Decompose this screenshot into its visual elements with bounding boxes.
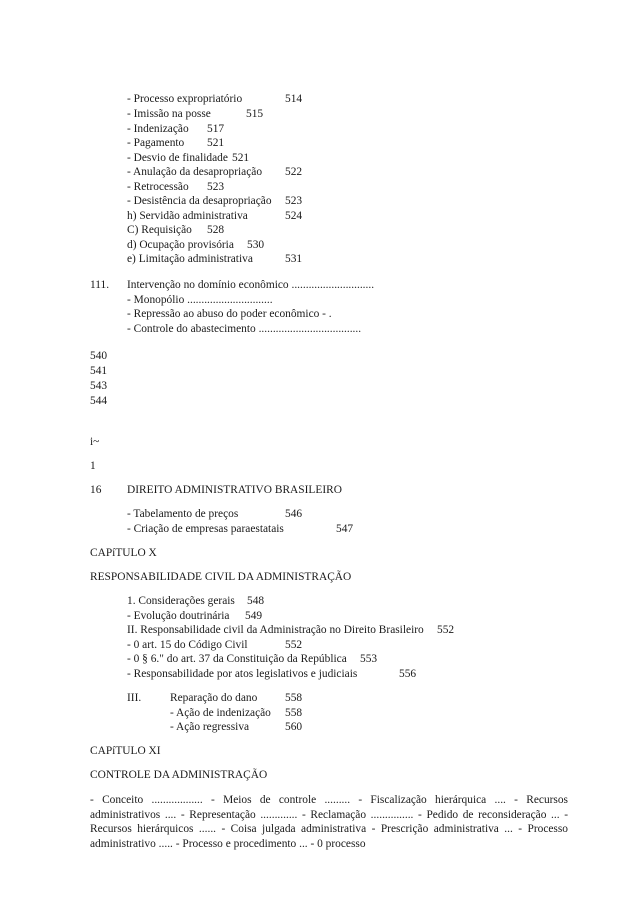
entry-page: 531 xyxy=(285,253,303,265)
page-number: 540 xyxy=(90,350,108,362)
entry-label: - Evolução doutrinária xyxy=(127,610,230,622)
stray-number: 1 xyxy=(90,460,96,472)
chapter-title: CONTROLE DA ADMINISTRAÇÃO xyxy=(90,769,268,781)
entry-label: - Tabelamento de preços xyxy=(127,508,239,520)
entry-page: 549 xyxy=(245,610,263,622)
entry-label: - Responsabilidade por atos legislativos e judiciais xyxy=(127,668,358,680)
entry-label: - Ação de indenização xyxy=(170,707,271,719)
chapter-label: CAPíTULO XI xyxy=(90,745,161,757)
entry-label: - Criação de empresas paraestatais xyxy=(127,523,284,535)
entry-page: 546 xyxy=(285,508,303,520)
entry-page: 560 xyxy=(285,721,303,733)
entry-label: - Processo expropriatório xyxy=(127,93,243,105)
chapter-label: CAPíTULO X xyxy=(90,547,157,559)
entry-page: 547 xyxy=(336,523,354,535)
section-number: 111. xyxy=(90,279,110,291)
subsection-number: III. xyxy=(127,692,142,704)
entry-page: 514 xyxy=(285,93,303,105)
entry-page: 528 xyxy=(207,224,225,236)
entry-page: 530 xyxy=(247,239,265,251)
entry-label: - 0 § 6." do art. 37 da Constituição da República xyxy=(127,653,347,665)
entry-page: 552 xyxy=(437,624,455,636)
entry-label: h) Servidão administrativa xyxy=(127,210,248,222)
section-item: - Controle do abastecimento .................................... xyxy=(127,323,362,335)
entry-page: 523 xyxy=(207,181,225,193)
page-number: 544 xyxy=(90,395,108,407)
entry-page: 558 xyxy=(285,692,303,704)
entry-label: C) Requisição xyxy=(127,224,192,236)
entry-page: 517 xyxy=(207,123,225,135)
section-item: - Monopólio .............................. xyxy=(127,294,273,306)
entry-page: 552 xyxy=(285,639,303,651)
entry-page: 522 xyxy=(285,166,303,178)
chapter-paragraph: - Conceito .................. - Meios de controle ......... - Fiscalização hierárquica .... - Recursos administrativos .... - Representação ............. - Reclamação ............... - Pedido de reconsideração ... - Recursos hierárquicos ...... - Coisa julgada administrativa - Prescrição administrativa ... - Processo administrativo ..... - Processo e procedimento ... - 0 processo xyxy=(90,794,568,850)
entry-label: - Anulação da desapropriação xyxy=(127,166,263,178)
entry-page: 524 xyxy=(285,210,303,222)
entry-page: 553 xyxy=(360,653,378,665)
entry-label: e) Limitação administrativa xyxy=(127,253,253,265)
entry-page: 523 xyxy=(285,195,303,207)
entry-label: - Imissão na posse xyxy=(127,108,211,120)
chapter-title: RESPONSABILIDADE CIVIL DA ADMINISTRAÇÃO xyxy=(90,571,352,583)
entry-label: d) Ocupação provisória xyxy=(127,239,234,251)
section-title: Intervenção no domínio econômico ............................. xyxy=(127,279,375,291)
page-number: 541 xyxy=(90,365,108,377)
entry-label: 1. Considerações gerais xyxy=(127,595,235,607)
entry-page: 556 xyxy=(399,668,417,680)
entry-label: Reparação do dano xyxy=(170,692,258,704)
entry-page: 521 xyxy=(232,152,250,164)
entry-label: II. Responsabilidade civil da Administração no Direito Brasileiro xyxy=(127,624,424,636)
entry-label: - Ação regressiva xyxy=(170,721,250,733)
entry-page: 521 xyxy=(207,137,225,149)
section-item: - Repressão ao abuso do poder econômico - . xyxy=(127,308,332,320)
header-page-number: 16 xyxy=(90,484,102,496)
entry-label: - Retrocessão xyxy=(127,181,189,193)
entry-label: - Desistência da desapropriação xyxy=(127,195,272,207)
entry-label: - Indenização xyxy=(127,123,189,135)
page-number: 543 xyxy=(90,380,108,392)
entry-page: 548 xyxy=(247,595,265,607)
entry-page: 558 xyxy=(285,707,303,719)
stray-mark: i~ xyxy=(90,436,100,448)
entry-label: - Desvio de finalidade xyxy=(127,152,228,164)
entry-label: - Pagamento xyxy=(127,137,185,149)
entry-label: - 0 art. 15 do Código Civil xyxy=(127,639,248,651)
entry-page: 515 xyxy=(246,108,264,120)
header-title: DIREITO ADMINISTRATIVO BRASILEIRO xyxy=(127,484,342,496)
